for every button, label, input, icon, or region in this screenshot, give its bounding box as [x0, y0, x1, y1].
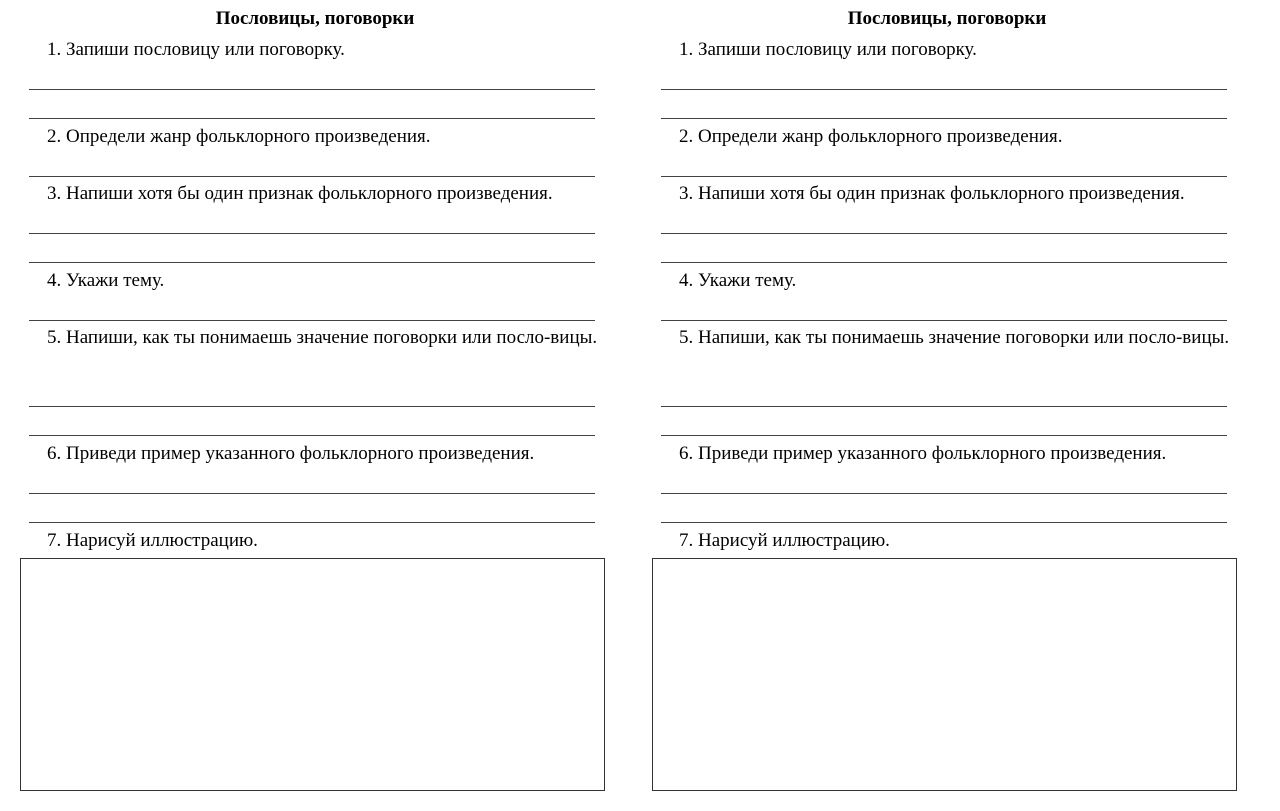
- answer-line[interactable]: [29, 89, 595, 90]
- question-2: 2. Определи жанр фольклорного произведения.: [47, 126, 431, 147]
- worksheet-left: [20, 0, 624, 811]
- answer-line[interactable]: [29, 435, 595, 436]
- question-3: 3. Напиши хотя бы один признак фольклорного произведения.: [679, 183, 1185, 204]
- question-6: 6. Приведи пример указанного фольклорного произведения.: [679, 443, 1167, 464]
- worksheet-title: Пословицы, поговорки: [847, 8, 1047, 29]
- question-1: 1. Запиши пословицу или поговорку.: [47, 39, 345, 60]
- answer-line[interactable]: [661, 522, 1227, 523]
- answer-line[interactable]: [29, 262, 595, 263]
- worksheet-right: [652, 0, 1256, 811]
- answer-line[interactable]: [661, 262, 1227, 263]
- answer-line[interactable]: [29, 118, 595, 119]
- question-4: 4. Укажи тему.: [679, 270, 797, 291]
- answer-line[interactable]: [661, 435, 1227, 436]
- question-2: 2. Определи жанр фольклорного произведения.: [679, 126, 1063, 147]
- answer-line[interactable]: [661, 233, 1227, 234]
- answer-line[interactable]: [29, 176, 595, 177]
- answer-line[interactable]: [29, 522, 595, 523]
- question-4: 4. Укажи тему.: [47, 270, 165, 291]
- question-5: 5. Напиши, как ты понимаешь значение поговорки или посло-вицы.: [679, 327, 1230, 348]
- question-5: 5. Напиши, как ты понимаешь значение поговорки или посло-вицы.: [47, 327, 598, 348]
- answer-line[interactable]: [661, 406, 1227, 407]
- answer-line[interactable]: [661, 89, 1227, 90]
- question-1: 1. Запиши пословицу или поговорку.: [679, 39, 977, 60]
- question-6: 6. Приведи пример указанного фольклорного произведения.: [47, 443, 535, 464]
- question-7: 7. Нарисуй иллюстрацию.: [679, 530, 890, 551]
- question-7: 7. Нарисуй иллюстрацию.: [47, 530, 258, 551]
- illustration-box[interactable]: [20, 558, 605, 791]
- answer-line[interactable]: [29, 320, 595, 321]
- answer-line[interactable]: [661, 176, 1227, 177]
- answer-line[interactable]: [29, 493, 595, 494]
- worksheet-title: Пословицы, поговорки: [215, 8, 415, 29]
- answer-line[interactable]: [29, 233, 595, 234]
- question-3: 3. Напиши хотя бы один признак фольклорного произведения.: [47, 183, 553, 204]
- illustration-box[interactable]: [652, 558, 1237, 791]
- answer-line[interactable]: [661, 118, 1227, 119]
- answer-line[interactable]: [661, 493, 1227, 494]
- answer-line[interactable]: [29, 406, 595, 407]
- answer-line[interactable]: [661, 320, 1227, 321]
